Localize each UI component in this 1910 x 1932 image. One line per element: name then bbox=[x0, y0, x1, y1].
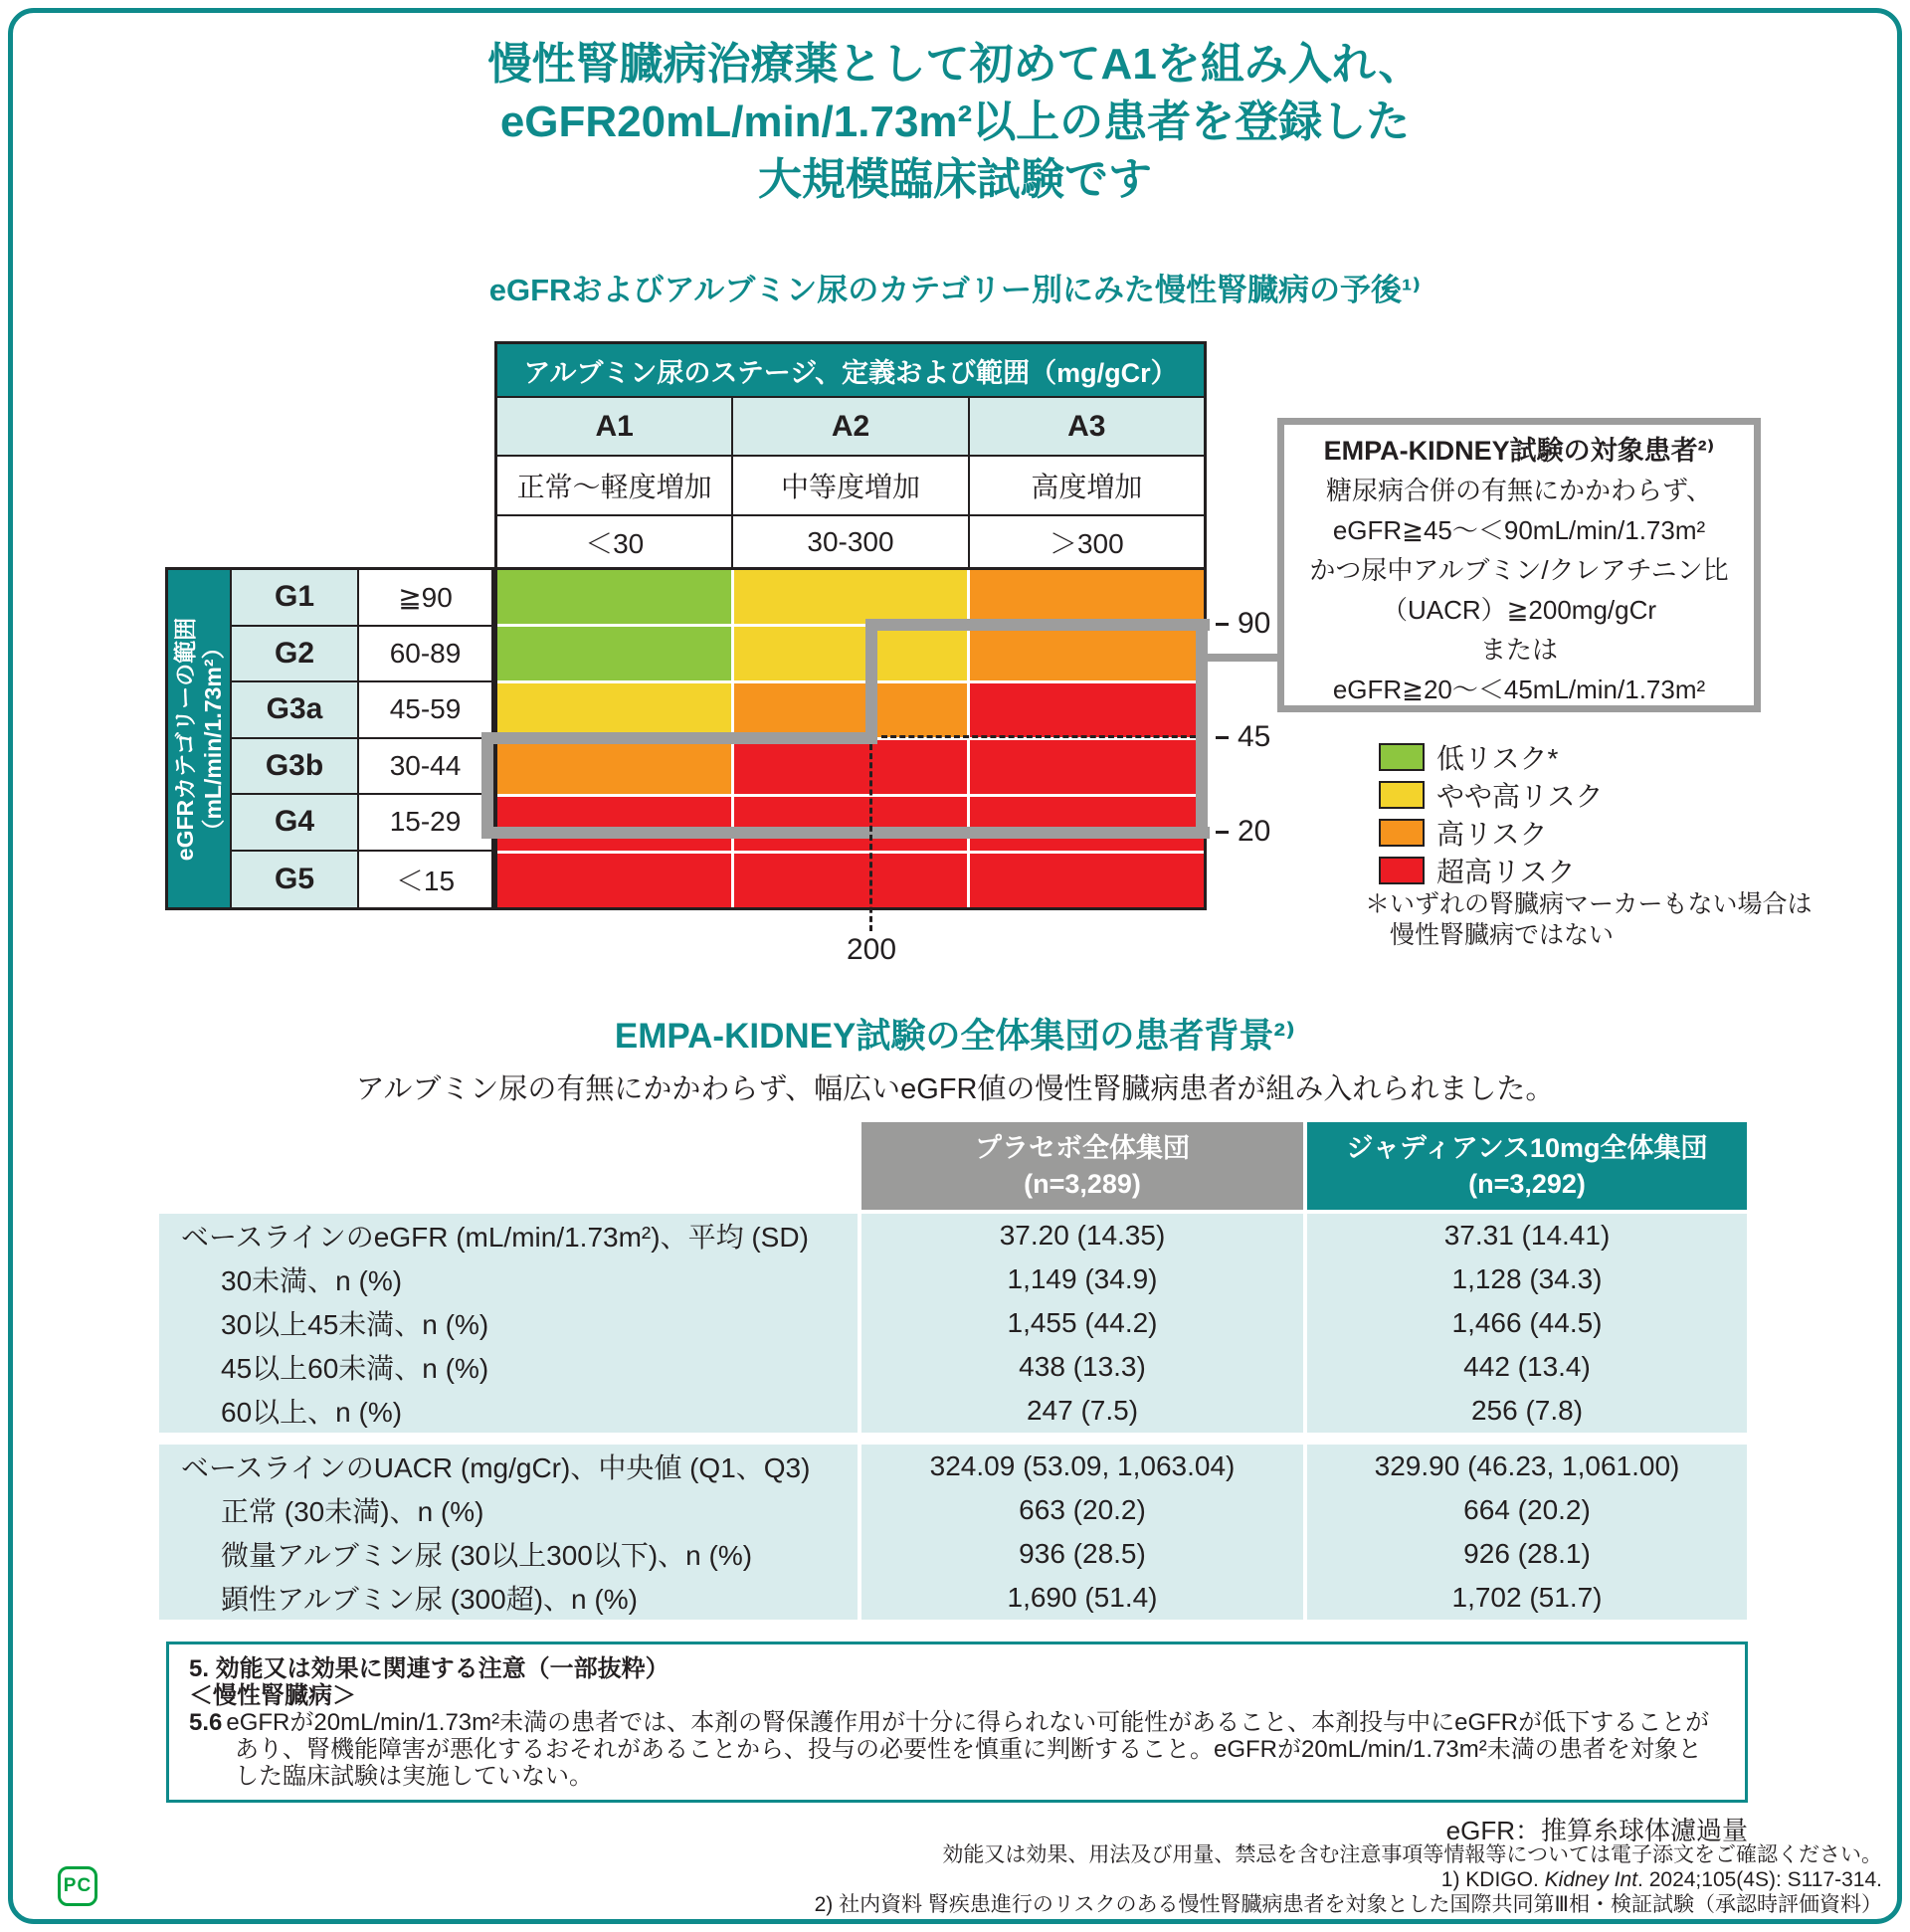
jardiance-column-header bbox=[1307, 1122, 1747, 1210]
pc-logo bbox=[58, 1866, 97, 1906]
row-label-g1-1: ベースラインのeGFR (mL/min/1.73m²)、平均 (SD) bbox=[159, 1214, 858, 1257]
reference-1-suffix: . 2024;105(4S): S117-314. bbox=[1637, 1868, 1882, 1891]
risk-legend bbox=[1379, 738, 1603, 889]
placebo-value-g1-4: 438 (13.3) bbox=[861, 1345, 1303, 1389]
jardiance-value-g1-4: 442 (13.4) bbox=[1307, 1345, 1747, 1389]
risk-cell-G5-A3 bbox=[970, 854, 1204, 907]
row-label-g1-2: 30未満、n (%) bbox=[159, 1257, 858, 1301]
legend-note bbox=[1365, 889, 1813, 951]
legend-swatch-mid bbox=[1379, 781, 1425, 809]
egfr-range-G3a: 45-59 bbox=[359, 682, 491, 739]
tick-45 bbox=[1216, 736, 1229, 739]
placebo-value-g2-1: 324.09 (53.09, 1,063.04) bbox=[861, 1445, 1303, 1488]
eligibility-line-5: または bbox=[1479, 635, 1558, 665]
risk-cell-G1-A2 bbox=[734, 570, 968, 624]
jardiance-value-g1-3: 1,466 (44.5) bbox=[1307, 1301, 1747, 1345]
egfr-stage-G1: G1 bbox=[232, 570, 357, 627]
eligibility-line-6: eGFR≧20～＜45mL/min/1.73m² bbox=[1332, 675, 1706, 704]
jardiance-value-g1-2: 1,128 (34.3) bbox=[1307, 1257, 1747, 1301]
eligibility-line-1: 糖尿病合併の有無にかかわらず、 bbox=[1326, 476, 1712, 505]
highlight-right-edge bbox=[1196, 619, 1208, 839]
eligibility-line-3: かつ尿中アルブミン/クレアチニン比 bbox=[1309, 555, 1729, 585]
risk-cell-G1-A3 bbox=[970, 570, 1204, 624]
placebo-value-g1-1: 37.20 (14.35) bbox=[861, 1214, 1303, 1257]
placebo-value-g1-3: 1,455 (44.2) bbox=[861, 1301, 1303, 1345]
eligibility-box bbox=[1277, 418, 1761, 712]
legend-swatch-vhigh bbox=[1379, 857, 1425, 884]
egfr-axis-label-line1: eGFRカテゴリーの範囲 bbox=[172, 617, 198, 861]
risk-cell-G3b-A1 bbox=[497, 740, 731, 794]
jardiance-value-g2-4: 1,702 (51.7) bbox=[1307, 1576, 1747, 1620]
albuminuria-stage-A1: A1 bbox=[497, 398, 733, 455]
egfr-category-table bbox=[165, 567, 494, 910]
background-section-description: アルブミン尿の有無にかかわらず、幅広いeGFR値の慢性腎臓病患者が組み入れられました。 bbox=[355, 1073, 1555, 1105]
risk-cell-G2-A3 bbox=[970, 627, 1204, 680]
highlight-45-edge bbox=[481, 732, 877, 744]
jardiance-header-line1: ジャディアンス10mg全体集団 bbox=[1346, 1133, 1708, 1163]
egfr-range-G4: 15-29 bbox=[359, 795, 491, 852]
dashed-45-line bbox=[881, 735, 1196, 738]
albuminuria-stage-A2: A2 bbox=[733, 398, 969, 455]
legend-swatch-low bbox=[1379, 743, 1425, 771]
placebo-value-g1-5: 247 (7.5) bbox=[861, 1389, 1303, 1433]
legend-label-high: 高リスク bbox=[1436, 819, 1548, 850]
eligibility-line-4: （UACR）≧200mg/gCr bbox=[1381, 595, 1657, 625]
reference-1-prefix: 1) KDIGO. bbox=[1440, 1868, 1545, 1891]
placebo-value-g1-2: 1,149 (34.9) bbox=[861, 1257, 1303, 1301]
egfr-stage-G3b: G3b bbox=[232, 739, 357, 796]
patient-table-header bbox=[159, 1122, 1747, 1210]
albuminuria-desc-A1: 正常～軽度増加 bbox=[497, 457, 733, 514]
egfr-range-G5: ＜15 bbox=[359, 852, 491, 908]
highlight-top-edge bbox=[865, 619, 1210, 631]
egfr-range-G2: 60-89 bbox=[359, 627, 491, 683]
risk-cell-G1-A1 bbox=[497, 570, 731, 624]
albuminuria-stage-A3: A3 bbox=[970, 398, 1204, 455]
pc-logo-text: PC bbox=[63, 1875, 93, 1896]
risk-cell-G3a-A3 bbox=[970, 683, 1204, 737]
risk-cell-G3b-A2 bbox=[734, 740, 968, 794]
egfr-tick-label-90: 90 bbox=[1238, 607, 1271, 640]
risk-cell-G5-A1 bbox=[497, 854, 731, 907]
eligibility-box-title: EMPA-KIDNEY試験の対象患者²⁾ bbox=[1323, 436, 1715, 466]
tick-90 bbox=[1216, 623, 1229, 626]
reference-1 bbox=[398, 1867, 1882, 1892]
egfr-range-column bbox=[359, 570, 491, 907]
albuminuria-range-A2: 30-300 bbox=[733, 516, 969, 568]
precaution-box bbox=[166, 1642, 1748, 1803]
reference-2: 2) 社内資料 腎疾患進行のリスクのある慢性腎臓病患者を対象とした国際共同第Ⅲ相・検証試験（承認時評価資料） bbox=[814, 1893, 1882, 1916]
risk-cell-G4-A2 bbox=[734, 797, 968, 851]
dashed-200-line bbox=[869, 744, 872, 931]
page-title-line-1: 慢性腎臓病治療薬として初めてA1を組み入れ、 bbox=[487, 40, 1423, 89]
page-title-line-3: 大規模臨床試験です bbox=[758, 155, 1152, 205]
risk-cell-G4-A3 bbox=[970, 797, 1204, 851]
precaution-item-number: 5.6 bbox=[189, 1709, 223, 1736]
row-label-g2-1: ベースラインのUACR (mg/gCr)、中央値 (Q1、Q3) bbox=[159, 1445, 858, 1488]
egfr-stage-column bbox=[232, 570, 359, 907]
footer-references bbox=[398, 1842, 1882, 1917]
albuminuria-desc-A3: 高度増加 bbox=[1031, 472, 1143, 502]
row-label-g2-4: 顕性アルブミン尿 (300超)、n (%) bbox=[159, 1576, 858, 1620]
albuminuria-range-A3: ＞300 bbox=[1049, 528, 1124, 559]
egfr-tick-label-45: 45 bbox=[1238, 720, 1271, 753]
row-label-g2-2: 正常 (30未満)、n (%) bbox=[159, 1488, 858, 1532]
highlight-bottom-edge bbox=[481, 827, 1210, 839]
eligibility-box-lines bbox=[1284, 471, 1754, 709]
legend-note-line-2: 慢性腎臓病ではない bbox=[1390, 921, 1615, 949]
risk-cell-G3a-A1 bbox=[497, 683, 731, 737]
jardiance-value-g1-5: 256 (7.8) bbox=[1307, 1389, 1747, 1433]
reference-1-journal: Kidney Int bbox=[1544, 1868, 1638, 1891]
legend-item-low bbox=[1379, 738, 1603, 776]
albuminuria-range-row bbox=[497, 516, 1204, 568]
risk-cell-G2-A1 bbox=[497, 627, 731, 680]
legend-note-line-1: ＊いずれの腎臓病マーカーもない場合は bbox=[1365, 890, 1813, 918]
placebo-header-line1: プラセボ全体集団 bbox=[975, 1133, 1190, 1163]
precaution-subheading: ＜慢性腎臓病＞ bbox=[189, 1682, 356, 1709]
legend-label-mid: やや高リスク bbox=[1436, 781, 1604, 812]
page-title-line-2: eGFR20mL/min/1.73m²以上の患者を登録した bbox=[499, 97, 1411, 147]
precaution-item-text: eGFRが20mL/min/1.73m²未満の患者では、本剤の腎保護作用が十分に得られない可能性があること、本剤投与中にeGFRが低下することがあり、腎機能障害が悪化するおそれがあることから、投与の必要性を慎重に判断すること。eGFRが20mL/min/1.73m²未満の患者を対象とした臨床試験は実施していない。 bbox=[226, 1709, 1710, 1790]
legend-item-high bbox=[1379, 814, 1603, 852]
egfr-range-G1: ≧90 bbox=[359, 570, 491, 627]
risk-cell-G3a-A2 bbox=[734, 683, 968, 737]
legend-item-vhigh bbox=[1379, 852, 1603, 889]
albuminuria-desc-row bbox=[497, 457, 1204, 516]
jardiance-value-g2-3: 926 (28.1) bbox=[1307, 1532, 1747, 1576]
jardiance-value-g2-2: 664 (20.2) bbox=[1307, 1488, 1747, 1532]
egfr-stage-G3a: G3a bbox=[232, 682, 357, 739]
egfr-axis-label bbox=[168, 567, 230, 910]
placebo-column-header bbox=[861, 1122, 1303, 1210]
egfr-stage-G4: G4 bbox=[232, 795, 357, 852]
risk-cell-G5-A2 bbox=[734, 854, 968, 907]
info-note: 効能又は効果、用法及び用量、禁忌を含む注意事項等情報等については電子添文をご確認ください。 bbox=[942, 1843, 1882, 1866]
risk-cell-G4-A1 bbox=[497, 797, 731, 851]
egfr-axis-strip bbox=[168, 570, 232, 907]
risk-cell-G2-A2 bbox=[734, 627, 968, 680]
jardiance-value-g2-1: 329.90 (46.23, 1,061.00) bbox=[1307, 1445, 1747, 1488]
highlight-uacr-edge bbox=[865, 619, 877, 744]
precaution-heading: 5. 効能又は効果に関連する注意（一部抜粋） bbox=[189, 1655, 669, 1682]
egfr-abbreviation-note: eGFR：推算糸球体濾過量 bbox=[1445, 1816, 1748, 1845]
albuminuria-desc-A2: 中等度増加 bbox=[733, 457, 969, 514]
background-section-title: EMPA-KIDNEY試験の全体集団の患者背景²⁾ bbox=[614, 1017, 1296, 1056]
eligibility-line-2: eGFR≧45～＜90mL/min/1.73m² bbox=[1332, 515, 1706, 545]
placebo-header-line2: (n=3,289) bbox=[1024, 1169, 1141, 1199]
legend-label-low: 低リスク* bbox=[1436, 743, 1559, 774]
risk-cell-G3b-A3 bbox=[970, 740, 1204, 794]
legend-label-vhigh: 超高リスク bbox=[1436, 857, 1576, 887]
jardiance-header-line2: (n=3,292) bbox=[1468, 1169, 1586, 1199]
highlight-left-edge bbox=[481, 732, 493, 839]
row-label-g2-3: 微量アルブミン尿 (30以上300以下)、n (%) bbox=[159, 1532, 858, 1576]
patient-table-uacr-block bbox=[159, 1445, 1747, 1620]
albuminuria-header-table bbox=[494, 341, 1207, 571]
precaution-item bbox=[189, 1709, 1725, 1790]
egfr-stage-G2: G2 bbox=[232, 627, 357, 683]
jardiance-value-g1-1: 37.31 (14.41) bbox=[1307, 1214, 1747, 1257]
egfr-axis-label-line2: （mL/min/1.73m²） bbox=[200, 635, 226, 843]
placebo-value-g2-3: 936 (28.5) bbox=[861, 1532, 1303, 1576]
legend-item-mid bbox=[1379, 776, 1603, 814]
box-connector-line bbox=[1208, 654, 1277, 662]
page-title bbox=[0, 36, 1910, 209]
albuminuria-stage-row bbox=[497, 398, 1204, 457]
egfr-range-G3b: 30-44 bbox=[359, 739, 491, 796]
albuminuria-range-A1: ＜30 bbox=[497, 516, 733, 568]
figure-title: eGFRおよびアルブミン尿のカテゴリー別にみた慢性腎臓病の予後¹⁾ bbox=[488, 273, 1422, 307]
egfr-stage-G5: G5 bbox=[232, 852, 357, 908]
row-label-g1-3: 30以上45未満、n (%) bbox=[159, 1301, 858, 1345]
uacr-tick-label-200: 200 bbox=[846, 933, 897, 966]
patient-table-egfr-block bbox=[159, 1214, 1747, 1433]
row-label-g1-5: 60以上、n (%) bbox=[159, 1389, 858, 1433]
legend-swatch-high bbox=[1379, 819, 1425, 847]
patient-table-header-spacer bbox=[159, 1122, 858, 1210]
placebo-value-g2-4: 1,690 (51.4) bbox=[861, 1576, 1303, 1620]
albuminuria-table-title: アルブミン尿のステージ、定義および範囲（mg/gCr） bbox=[497, 344, 1204, 398]
egfr-tick-label-20: 20 bbox=[1238, 815, 1271, 848]
row-label-g1-4: 45以上60未満、n (%) bbox=[159, 1345, 858, 1389]
placebo-value-g2-2: 663 (20.2) bbox=[861, 1488, 1303, 1532]
tick-20 bbox=[1216, 831, 1229, 834]
